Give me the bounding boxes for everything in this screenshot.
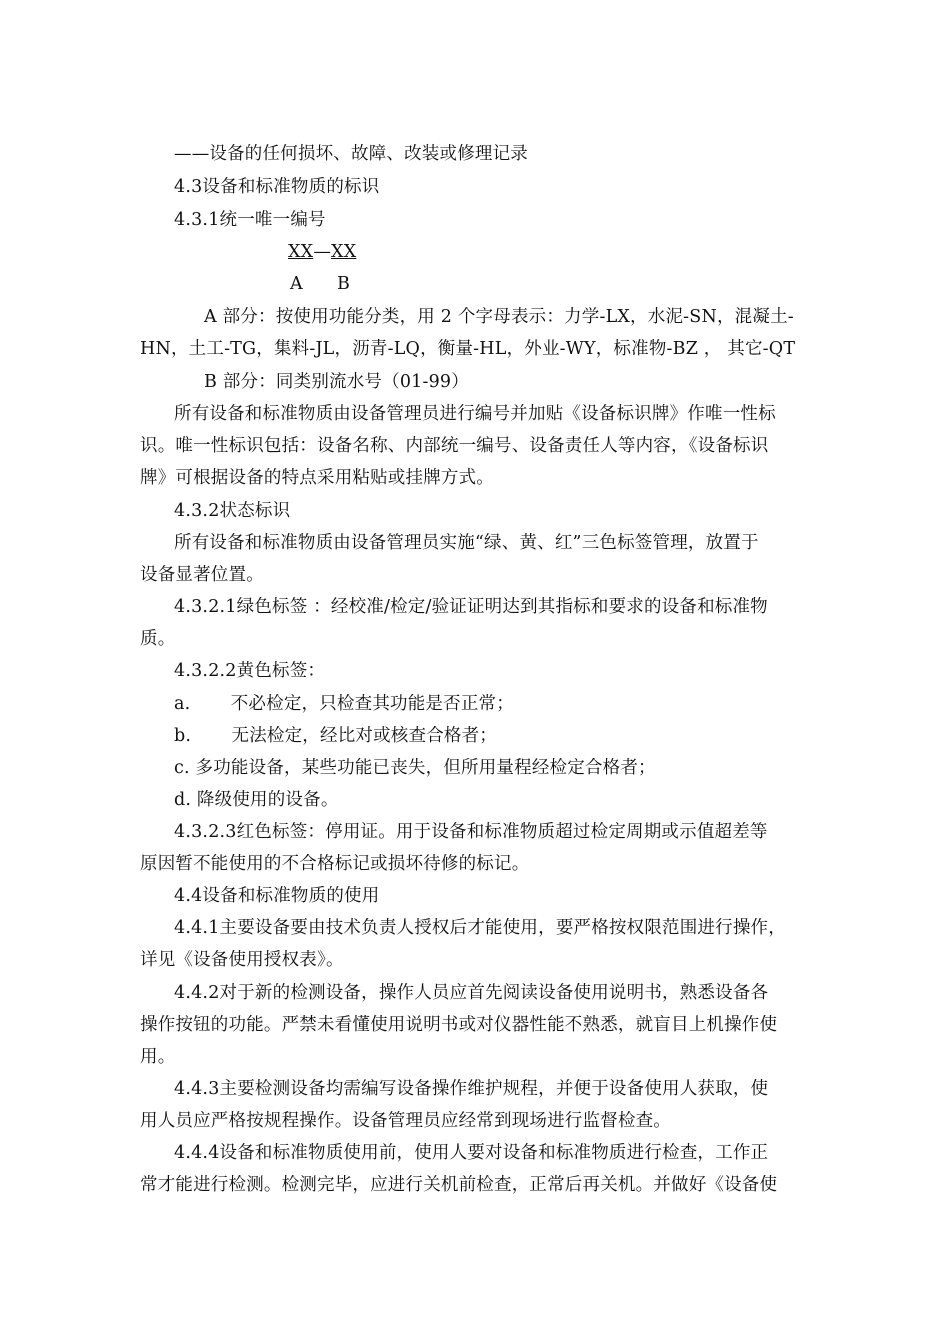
text-line: 牌》可根据设备的特点采用粘贴或挂牌方式。 [140, 468, 494, 488]
text-line: 4.3.2.2黄色标签： [174, 661, 326, 681]
text-line: 4.4.4设备和标准物质使用前，使用人要对设备和标准物质进行检查，工作正 [174, 1143, 769, 1163]
code-part-b: XX [331, 242, 357, 262]
text-line: 4.4.2对于新的检测设备，操作人员应首先阅读设备使用说明书，熟悉设备各 [174, 983, 769, 1003]
list-item: d. 降级使用的设备。 [174, 790, 339, 810]
text-line: 4.4.1主要设备要由技术负责人授权后才能使用，要严格按权限范围进行操作， [174, 918, 786, 938]
code-part-a: XX [288, 242, 314, 262]
text-line: 常才能进行检测。检测完毕，应进行关机前检查，正常后再关机。并做好《设备使 [140, 1175, 778, 1195]
list-item: a. 不必检定，只检查其功能是否正常； [174, 694, 514, 714]
code-label-b: B [337, 274, 351, 294]
text-line: 详见《设备使用授权表》。 [140, 950, 344, 970]
text-line: 用人员应严格按规程操作。设备管理员应经常到现场进行监督检查。 [140, 1111, 671, 1131]
list-item: b. 无法检定，经比对或核查合格者； [174, 726, 498, 746]
text-line: 所有设备和标准物质由设备管理员进行编号并加贴《设备标识牌》作唯一性标 [174, 404, 776, 424]
text-line: B 部分：同类别流水号（01-99） [204, 372, 469, 392]
text-line: HN，土工-TG，集料-JL，沥青-LQ，衡量-HL，外业-WY，标准物-BZ ， 其它-QT [140, 339, 796, 359]
text-line: 4.3.2.3红色标签：停用证。用于设备和标准物质超过检定周期或示值超差等 [174, 822, 768, 842]
code-separator: — [313, 242, 332, 262]
section-heading: 4.3设备和标准物质的标识 [174, 177, 380, 197]
text-line: 设备显著位置。 [140, 565, 264, 585]
text-line: 4.4.3主要检测设备均需编写设备操作维护规程，并便于设备使用人获取，使 [174, 1079, 769, 1099]
text-line: A 部分：按使用功能分类，用 2 个字母表示：力学-LX，水泥-SN，混凝土- [204, 307, 794, 327]
subsection-heading: 4.3.1统一唯一编号 [174, 210, 326, 230]
text-line: 用。 [140, 1047, 176, 1067]
code-label-a: A [290, 274, 303, 294]
section-heading: 4.4设备和标准物质的使用 [174, 886, 380, 906]
code-format [288, 240, 356, 264]
text-line: 原因暂不能使用的不合格标记或损坏待修的标记。 [140, 854, 530, 874]
list-item: c. 多功能设备，某些功能已丧失，但所用量程经检定合格者； [174, 758, 656, 778]
text-line: 识。唯一性标识包括：设备名称、内部统一编号、设备责任人等内容，《设备标识 [140, 436, 769, 456]
text-line: 4.3.2.1绿色标签 ：经校准/检定/验证证明达到其指标和要求的设备和标准物 [174, 597, 768, 617]
text-line: 所有设备和标准物质由设备管理员实施“绿、黄、红”三色标签管理，放置于 [174, 533, 759, 553]
text-line: 质。 [140, 629, 176, 649]
text-line: 操作按钮的功能。严禁未看懂使用说明书或对仪器性能不熟悉，就盲目上机操作使 [140, 1015, 778, 1035]
subsection-heading: 4.3.2状态标识 [174, 501, 291, 521]
text-line: ——设备的任何损坏、故障、改装或修理记录 [174, 144, 528, 164]
